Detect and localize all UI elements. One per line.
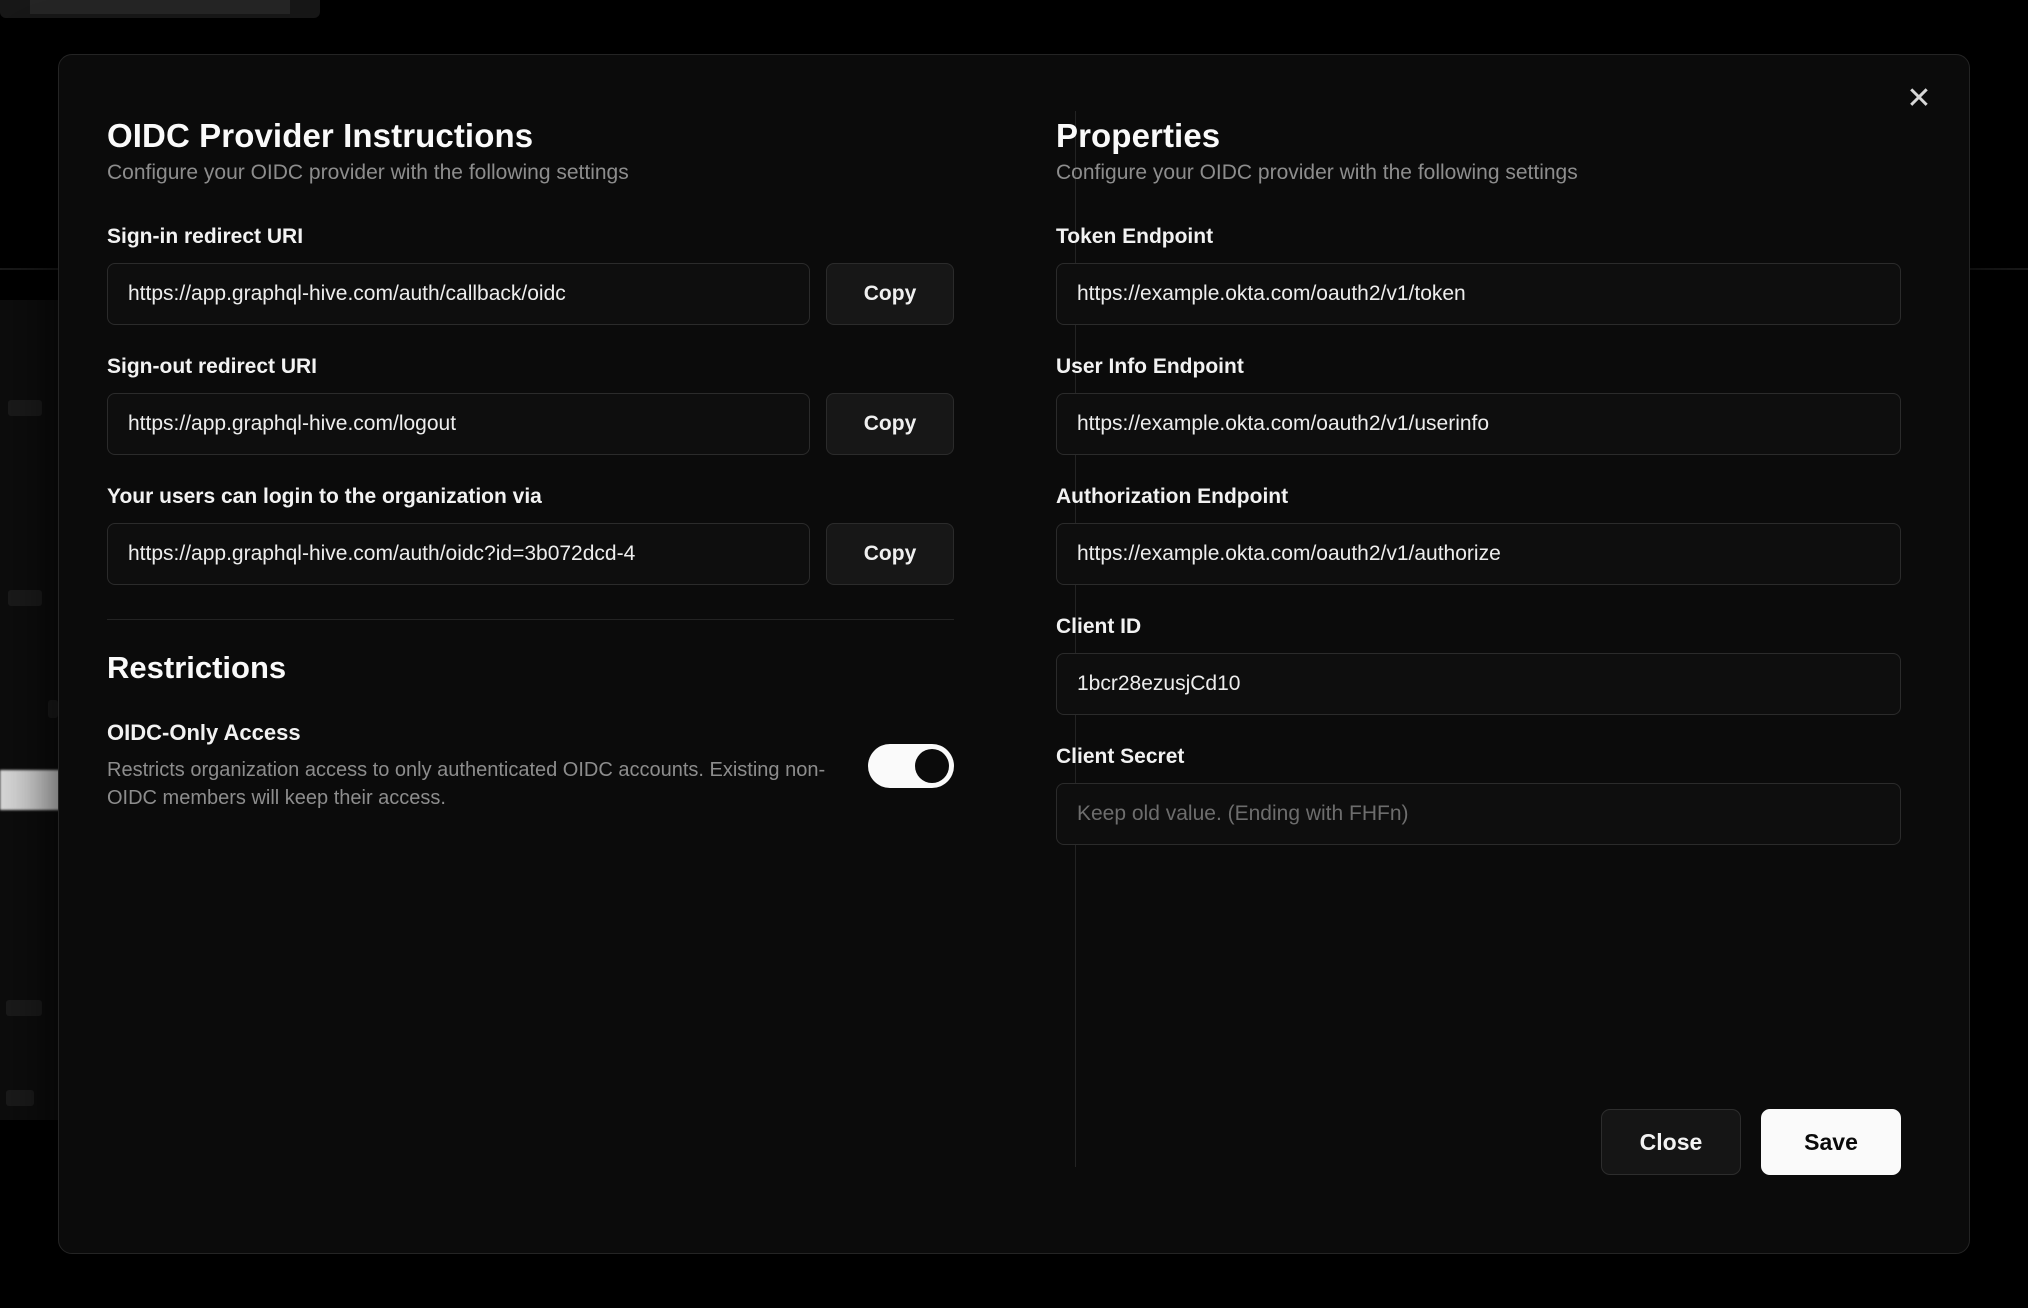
background-item xyxy=(48,700,58,718)
save-button[interactable]: Save xyxy=(1761,1109,1901,1175)
token-endpoint-label: Token Endpoint xyxy=(1056,225,1214,248)
restrictions-title: Restrictions xyxy=(107,650,287,685)
modal-columns xyxy=(59,55,1969,1253)
client-secret-label: Client Secret xyxy=(1056,745,1185,768)
page-subtitle: Configure your OIDC provider with the following settings xyxy=(107,161,629,184)
section-divider xyxy=(107,619,954,620)
userinfo-endpoint-input[interactable] xyxy=(1056,393,1901,455)
client-id-input[interactable] xyxy=(1056,653,1901,715)
properties-title: Properties xyxy=(1056,117,1221,154)
properties-subtitle: Configure your OIDC provider with the following settings xyxy=(1056,161,1578,184)
client-secret-field xyxy=(1056,745,1901,845)
toggle-knob xyxy=(915,749,949,783)
signin-redirect-row xyxy=(107,263,954,325)
authorization-endpoint-field xyxy=(1056,485,1901,585)
provider-instructions-panel xyxy=(59,55,1014,1253)
signin-redirect-input[interactable] xyxy=(107,263,810,325)
copy-signout-redirect-button[interactable]: Copy xyxy=(826,393,954,455)
copy-signin-redirect-button[interactable]: Copy xyxy=(826,263,954,325)
background-item xyxy=(6,1090,34,1106)
modal-actions xyxy=(1601,1109,1901,1175)
oidc-settings-modal xyxy=(58,54,1970,1254)
signout-redirect-input[interactable] xyxy=(107,393,810,455)
client-id-label: Client ID xyxy=(1056,615,1142,638)
oidc-only-access-row xyxy=(107,720,954,813)
background-highlight xyxy=(0,770,62,810)
userinfo-endpoint-label: User Info Endpoint xyxy=(1056,355,1244,378)
background-item xyxy=(6,1000,42,1016)
authorization-endpoint-input[interactable] xyxy=(1056,523,1901,585)
oidc-only-access-toggle[interactable] xyxy=(868,744,954,788)
token-endpoint-field xyxy=(1056,225,1901,325)
token-endpoint-input[interactable] xyxy=(1056,263,1901,325)
close-icon[interactable]: ✕ xyxy=(1899,79,1939,119)
properties-panel xyxy=(1014,55,1969,1253)
login-url-row xyxy=(107,523,954,585)
userinfo-endpoint-field xyxy=(1056,355,1901,455)
close-button[interactable]: Close xyxy=(1601,1109,1741,1175)
signout-redirect-label: Sign-out redirect URI xyxy=(107,355,318,378)
signin-redirect-label: Sign-in redirect URI xyxy=(107,225,304,248)
oidc-only-access-title: OIDC-Only Access xyxy=(107,720,301,745)
login-url-label: Your users can login to the organization via xyxy=(107,485,542,508)
background-tab xyxy=(30,0,290,14)
login-url-input[interactable] xyxy=(107,523,810,585)
page-title: OIDC Provider Instructions xyxy=(107,117,534,154)
authorization-endpoint-label: Authorization Endpoint xyxy=(1056,485,1289,508)
oidc-only-access-text xyxy=(107,720,827,813)
signout-redirect-row xyxy=(107,393,954,455)
background-item xyxy=(8,590,42,606)
background-item xyxy=(8,400,42,416)
copy-login-url-button[interactable]: Copy xyxy=(826,523,954,585)
oidc-only-access-description: Restricts organization access to only authenticated OIDC accounts. Existing non-OIDC members will keep their access. xyxy=(107,759,826,810)
client-id-field xyxy=(1056,615,1901,715)
client-secret-input[interactable] xyxy=(1056,783,1901,845)
